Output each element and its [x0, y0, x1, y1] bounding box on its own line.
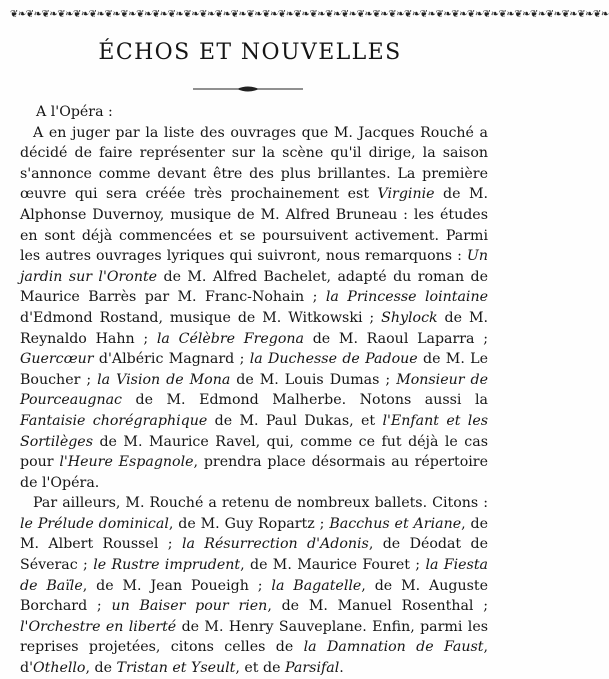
work-title: Tristan et Yseult — [116, 660, 236, 677]
title-divider — [193, 84, 303, 94]
work-title: Bacchus et Ariane — [329, 515, 462, 532]
section-label: A l'Opéra : — [36, 104, 113, 120]
work-title: Un jardin sur l'Oronte — [20, 248, 488, 285]
work-title: Fantaisie chorégraphique — [20, 412, 208, 429]
work-title: la Duchesse de Padoue — [249, 351, 418, 368]
work-title: la Fiesta de Baïle — [20, 557, 488, 594]
work-title: Guercœur — [20, 351, 94, 368]
paragraph: A en juger par la liste des ouvrages que M. Jacques Rouché a décidé de faire représenter sur la scène qu'il dirige, la saison s'annonce comme devant être des plus brillantes. La première œuvre qui sera créée très prochainement est Virginie de M. Alphonse Duvernoy, musique de M. Alfred Bruneau : les études en sont déjà commencées et se poursuivent activement. Parmi les autres ouvrages lyriques qui suivront, nous remarquons : Un jardin sur l'Oronte de M. Alfred Bachelet, adapté du roman de Maurice Barrès par M. Franc-Nohain ; la Princesse lointaine d'Edmond Rostand, musique de M. Witkowski ; Shylock de M. Reynaldo Hahn ; la Célèbre Fregona de M. Raoul Laparra ; Guercœur d'Albéric Magnard ; la Duchesse de Padoue de M. Le Boucher ; la Vision de Mona de M. Louis Dumas ; Monsieur de Pourceaugnac de M. Edmond Malherbe. Notons aussi la Fantaisie chorégraphique de M. Paul Dukas, et l'Enfant et les Sortilèges de M. Maurice Ravel, qui, comme ce fut déjà le cas pour l'Heure Espagnole, prendra place désormais au répertoire de l'Opéra. — [20, 124, 489, 491]
work-title: Othello — [32, 660, 86, 677]
work-title: l'Enfant et les Sortilèges — [20, 412, 489, 450]
article-body — [20, 102, 488, 679]
page-title: ÉCHOS ET NOUVELLES — [98, 40, 402, 65]
work-title: la Princesse lointaine — [325, 289, 488, 306]
work-title: la Bagatelle — [271, 577, 362, 594]
work-title: le Rustre imprudent — [93, 557, 241, 574]
work-title: le Prélude dominical — [20, 515, 169, 532]
work-title: Monsieur de Pourceaugnac — [20, 371, 488, 409]
work-title: l'Orchestre en liberté — [20, 618, 177, 635]
work-title: Shylock — [381, 309, 438, 326]
work-title: la Résurrection d'Adonis — [181, 536, 369, 553]
work-title: Virginie — [377, 186, 435, 203]
work-title: la Vision de Mona — [97, 371, 231, 388]
ornamental-border: ❦❧❦❧❦❧❦❧❦❧❦❧❦❧❦❧❦❧❦❧❦❧❦❧❦❧❦❧❦❧❦❧❦❧❦❧❦❧❦❧❦❧❦❧❦❧❦❧❦❧❦❧❦❧❦❧❦❧❦❧❦❧❦❧❦❧❦❧❦❧❦❧❦❧❦❧ — [10, 9, 609, 20]
work-title: un Baiser pour rien — [111, 598, 268, 615]
work-title: Parsifal — [285, 660, 340, 677]
work-title: l'Heure Espagnole — [59, 454, 194, 471]
work-title: la Célèbre Fregona — [156, 330, 305, 347]
paragraph: Par ailleurs, M. Rouché a retenu de nombreux ballets. Citons : le Prélude dominical, de M. Guy Ropartz ; Bacchus et Ariane, de M. Albert Roussel ; la Résurrection d'Adonis, de Déodat de Séverac ; le Rustre imprudent, de M. Maurice Fouret ; la Fiesta de Baïle, de M. Jean Poueigh ; la Bagatelle, de M. Auguste Borchard ; un Baiser pour rien, de M. Manuel Rosenthal ; l'Orchestre en liberté de M. Henry Sauveplane. Enfin, parmi les reprises projetées, citons celles de la Damnation de Faust, d'Othello, de Tristan et Yseult, et de Parsifal. — [20, 495, 489, 677]
work-title: la Damnation de Faust — [303, 639, 484, 656]
